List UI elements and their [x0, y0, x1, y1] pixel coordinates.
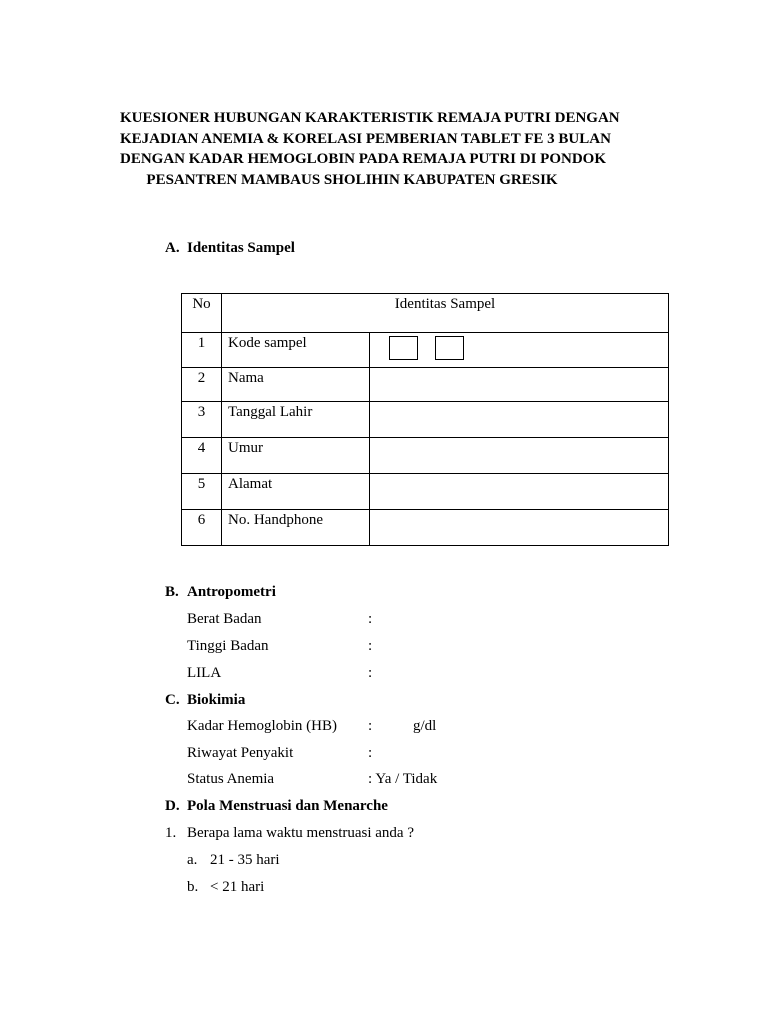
section-b-letter: B.	[165, 584, 179, 600]
age-field[interactable]	[370, 438, 669, 474]
header-identity: Identitas Sampel	[222, 294, 669, 333]
section-a-letter: A.	[165, 240, 180, 256]
field-separator: :	[368, 611, 373, 627]
row-label: No. Handphone	[222, 510, 370, 546]
phone-field[interactable]	[370, 510, 669, 546]
row-label: Alamat	[222, 474, 370, 510]
section-d-heading	[165, 797, 388, 815]
row-number: 1	[182, 333, 222, 368]
identity-table	[181, 293, 669, 546]
section-c-title: Biokimia	[187, 692, 246, 708]
name-field[interactable]	[370, 368, 669, 402]
field-label: LILA	[187, 665, 222, 681]
sample-code-field[interactable]	[370, 333, 669, 368]
table-row	[182, 510, 669, 546]
row-number: 5	[182, 474, 222, 510]
header-no: No	[182, 294, 222, 333]
row-number: 3	[182, 402, 222, 438]
address-field[interactable]	[370, 474, 669, 510]
title-line-3: DENGAN KADAR HEMOGLOBIN PADA REMAJA PUTRI DI PONDOK	[120, 151, 606, 167]
title-line-2: KEJADIAN ANEMIA & KORELASI PEMBERIAN TABLET FE 3 BULAN	[120, 130, 611, 147]
field-label: Kadar Hemoglobin (HB)	[187, 718, 337, 734]
row-number: 2	[182, 368, 222, 402]
birth-date-field[interactable]	[370, 402, 669, 438]
field-label: Riwayat Penyakit	[187, 745, 294, 761]
table-row	[182, 368, 669, 402]
section-b-heading	[165, 583, 276, 601]
section-d-letter: D.	[165, 798, 180, 814]
section-a-heading	[165, 239, 295, 257]
row-label: Tanggal Lahir	[222, 402, 370, 438]
question-text: Berapa lama waktu menstruasi anda ?	[187, 825, 414, 841]
anemia-status-choice: : Ya / Tidak	[368, 771, 438, 787]
option-b[interactable]	[187, 878, 264, 896]
row-number: 6	[182, 510, 222, 546]
row-label: Nama	[222, 368, 370, 402]
section-b-title: Antropometri	[187, 584, 276, 600]
field-label: Status Anemia	[187, 771, 275, 787]
field-separator: :	[368, 718, 373, 734]
table-row	[182, 474, 669, 510]
field-separator: :	[368, 638, 373, 654]
sample-code-box-1[interactable]	[389, 336, 418, 360]
field-label: Berat Badan	[187, 611, 262, 627]
section-d-title: Pola Menstruasi dan Menarche	[187, 798, 388, 814]
document-title	[120, 108, 620, 190]
section-c-letter: C.	[165, 692, 180, 708]
option-letter: b.	[187, 879, 199, 895]
table-row	[182, 438, 669, 474]
sample-code-box-2[interactable]	[435, 336, 464, 360]
option-letter: a.	[187, 852, 198, 868]
section-a-title: Identitas Sampel	[187, 240, 295, 256]
table-header-row	[182, 294, 669, 333]
title-line-1: KUESIONER HUBUNGAN KARAKTERISTIK REMAJA PUTRI DENGAN	[120, 110, 620, 126]
title-line-4: PESANTREN MAMBAUS SHOLIHIN KABUPATEN GRESIK	[146, 171, 558, 188]
option-text: < 21 hari	[210, 879, 265, 895]
question-1	[165, 824, 414, 842]
field-separator: :	[368, 665, 373, 681]
field-separator: :	[368, 745, 373, 761]
row-label: Kode sampel	[222, 333, 370, 368]
option-a[interactable]	[187, 851, 280, 869]
field-label: Tinggi Badan	[187, 638, 269, 654]
hemoglobin-unit: g/dl	[413, 718, 437, 734]
table-row	[182, 402, 669, 438]
row-number: 4	[182, 438, 222, 474]
row-label: Umur	[222, 438, 370, 474]
question-number: 1.	[165, 825, 177, 841]
table-row	[182, 333, 669, 368]
section-c-heading	[165, 691, 245, 709]
option-text: 21 - 35 hari	[210, 852, 280, 868]
